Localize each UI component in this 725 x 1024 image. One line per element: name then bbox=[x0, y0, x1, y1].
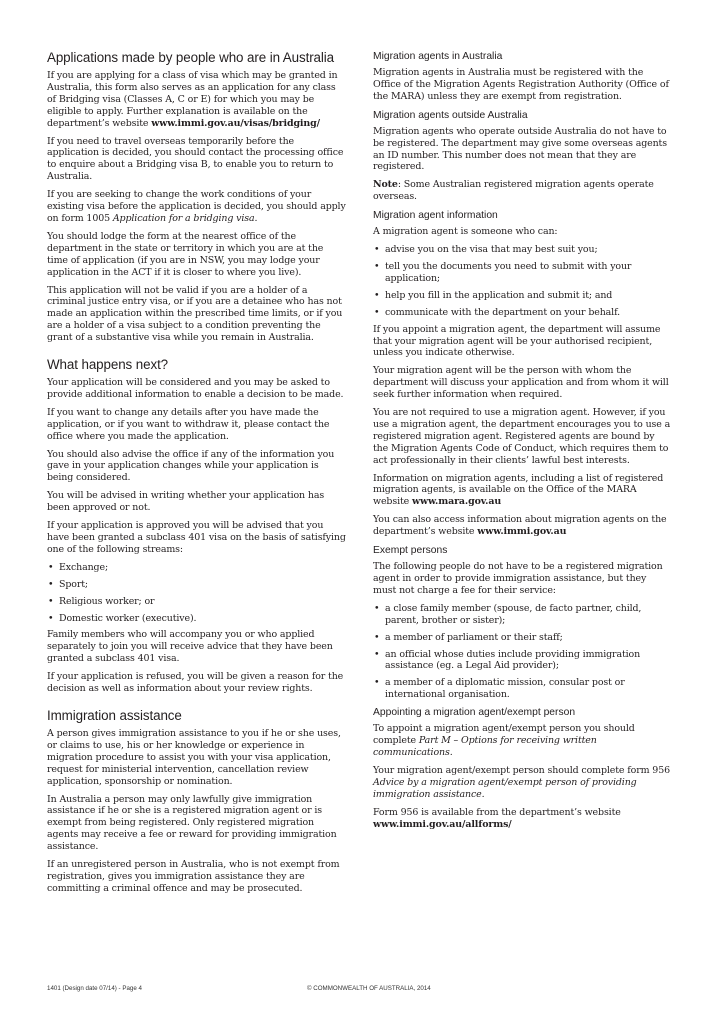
list-item: • tell you the documents you need to submit with your application; bbox=[373, 261, 672, 285]
list-item: • help you fill in the application and submit it; and bbox=[373, 290, 672, 302]
subheading-appointing-agent: Appointing a migration agent/exempt person bbox=[373, 707, 576, 719]
section-heading-what-happens-next: What happens next? bbox=[47, 357, 169, 373]
subheading-agents-in-australia: Migration agents in Australia bbox=[373, 51, 503, 62]
streams-list bbox=[47, 562, 346, 625]
paragraph-text: Your migration agent/exempt person should complete form 956 bbox=[373, 764, 670, 776]
paragraph-text: . bbox=[449, 746, 453, 758]
paragraph: If your application is refused, you will be given a reason for the decision as well as information about your review rights. bbox=[47, 671, 344, 695]
paragraph: If you need to travel overseas temporarily before the application is decided, you should contact the processing office to enquire about a Bridging visa B, to enable you to return to Australia. bbox=[47, 135, 344, 183]
paragraph: You are not required to use a migration agent. However, if you use a migration agent, the department encourages you to use a registered migration agent. Registered agents are bound by the Migration Agents Code of Conduct, which requires them to act professionally in their clients’ lawful best interests. bbox=[373, 407, 671, 466]
form-part-title: Part M – Options for receiving written communications bbox=[373, 735, 597, 758]
list-item: • advise you on the visa that may best suit you; bbox=[373, 244, 672, 256]
paragraph: If an unregistered person in Australia, who is not exempt from registration, gives you immigration assistance they are committing a criminal offence and may be prosecuted. bbox=[47, 859, 340, 894]
paragraph: If your application is approved you will be advised that you have been granted a subclass 401 visa on the basis of satisfying one of the following streams: bbox=[47, 520, 346, 555]
paragraph-text: . bbox=[481, 788, 485, 800]
paragraph: You should also advise the office if any of the information you gave in your application changes while your application is being considered. bbox=[47, 448, 335, 484]
list-item: • Religious worker; or bbox=[47, 596, 346, 608]
list-item: • Domestic worker (executive). bbox=[47, 613, 346, 625]
list-item: • an official whose duties include providing immigration assistance (eg. a Legal Aid provider); bbox=[373, 649, 672, 673]
paragraph bbox=[373, 765, 672, 801]
list-item: • a member of parliament or their staff; bbox=[373, 632, 672, 644]
paragraph bbox=[373, 807, 672, 831]
paragraph: In Australia a person may only lawfully give immigration assistance if he or she is a registered migration agent or is exempt from being registered. Only registered migration agents may receive a fee or reward for providing immigration assistance. bbox=[47, 793, 337, 853]
paragraph bbox=[47, 189, 346, 225]
paragraph: This application will not be valid if you are a holder of a criminal justice entry visa, or if you are a detainee who has not made an application within the prescribed time limits, or if you are a holder of a visa subject to a condition preventing the grant of a substantive visa while you remain in Australia. bbox=[47, 284, 343, 344]
list-item: • a member of a diplomatic mission, consular post or international organisation. bbox=[373, 677, 672, 701]
paragraph: Migration agents who operate outside Australia do not have to be registered. The department may give some overseas agents an ID number. This number does not mean that they are registered. bbox=[373, 125, 667, 173]
section-heading-applications: Applications made by people who are in Australia bbox=[47, 50, 334, 65]
paragraph bbox=[47, 70, 346, 130]
form-title: Application for a bridging visa bbox=[112, 212, 255, 224]
list-item: • communicate with the department on your behalf. bbox=[373, 307, 672, 319]
page-footer bbox=[0, 985, 725, 997]
subheading-exempt-persons: Exempt persons bbox=[373, 545, 448, 557]
left-column bbox=[47, 50, 346, 901]
note-paragraph bbox=[373, 179, 672, 203]
paragraph-text: . bbox=[254, 212, 258, 224]
paragraph: If you appoint a migration agent, the department will assume that your migration agent will be your authorised recipient, unless you indicate otherwise. bbox=[373, 323, 661, 359]
immi-link[interactable]: www.immi.gov.au bbox=[477, 526, 567, 538]
paragraph: You should lodge the form at the nearest office of the department in the state or territory in which you are at the time of application (if you are in NSW, you may lodge your application in the ACT if it is closer to where you live). bbox=[47, 230, 324, 278]
paragraph-text: If you are applying for a class of visa which may be granted in Australia, this form also serves as an application for any class of Bridging visa (Classes A, C or E) for which you may be eligible to apply. Further explanation is available on the department’s website bbox=[47, 70, 338, 129]
paragraph: A migration agent is someone who can: bbox=[373, 226, 558, 238]
paragraph-text: If you are seeking to change the work conditions of your existing visa before the application is decided, you should apply on form 1005 bbox=[47, 189, 346, 224]
copyright-notice: © COMMONWEALTH OF AUSTRALIA, 2014 bbox=[307, 985, 431, 992]
subheading-agents-outside-australia: Migration agents outside Australia bbox=[373, 109, 528, 121]
paragraph-text: You can also access information about migration agents on the department’s website bbox=[373, 514, 667, 538]
allforms-link[interactable]: www.immi.gov.au/allforms/ bbox=[373, 818, 512, 830]
subheading-migration-agent-information: Migration agent information bbox=[373, 210, 498, 222]
list-item: • Exchange; bbox=[47, 562, 346, 574]
paragraph: Migration agents in Australia must be registered with the Office of the Migration Agents Registration Authority (Office of the MARA) unless they are exempt from registration. bbox=[373, 67, 669, 102]
right-column bbox=[373, 50, 672, 836]
list-item: • a close family member (spouse, de facto partner, child, parent, brother or sister); bbox=[373, 603, 672, 627]
section-heading-immigration-assistance: Immigration assistance bbox=[47, 707, 182, 723]
paragraph bbox=[373, 723, 672, 759]
list-item: • Sport; bbox=[47, 579, 346, 591]
bridging-visa-link[interactable]: www.immi.gov.au/visas/bridging/ bbox=[151, 117, 320, 129]
paragraph-text: Information on migration agents, including a list of registered migration agents, is available on the Office of the MARA website bbox=[373, 472, 664, 508]
note-label: Note bbox=[373, 179, 398, 191]
paragraph: The following people do not have to be a registered migration agent in order to provide immigration assistance, but they must not charge a fee for their service: bbox=[373, 561, 663, 596]
mara-link[interactable]: www.mara.gov.au bbox=[411, 496, 502, 508]
paragraph bbox=[373, 514, 672, 538]
paragraph-text: Form 956 is available from the department’s website bbox=[373, 806, 621, 818]
paragraph: Your migration agent will be the person with whom the department will discuss your application and from whom it will seek further information when required. bbox=[373, 365, 669, 401]
paragraph-text: : Some Australian registered migration agents operate overseas. bbox=[373, 179, 654, 203]
paragraph: Your application will be considered and you may be asked to provide additional information to enable a decision to be made. bbox=[47, 377, 344, 400]
paragraph: If you want to change any details after you have made the application, or if you want to withdraw it, please contact the office where you made the application. bbox=[47, 406, 330, 442]
exempt-persons-list bbox=[373, 603, 672, 701]
paragraph: You will be advised in writing whether your application has been approved or not. bbox=[47, 490, 325, 514]
paragraph: A person gives immigration assistance to you if he or she uses, or claims to use, his or her knowledge or experience in migration procedure to assist you with your visa application, request for ministerial intervention, cancellation review application, sponsorship or nomination. bbox=[47, 727, 341, 787]
paragraph-text: To appoint a migration agent/exempt person you should complete bbox=[373, 723, 635, 747]
agent-duties-list bbox=[373, 244, 672, 319]
paragraph bbox=[373, 473, 672, 509]
form-title: Advice by a migration agent/exempt person of providing immigration assistance bbox=[373, 776, 637, 800]
paragraph: Family members who will accompany you or who applied separately to join you will receive advice that they have been granted a subclass 401 visa. bbox=[47, 629, 333, 665]
form-page-label: 1401 (Design date 07/14) - Page 4 bbox=[47, 985, 142, 992]
